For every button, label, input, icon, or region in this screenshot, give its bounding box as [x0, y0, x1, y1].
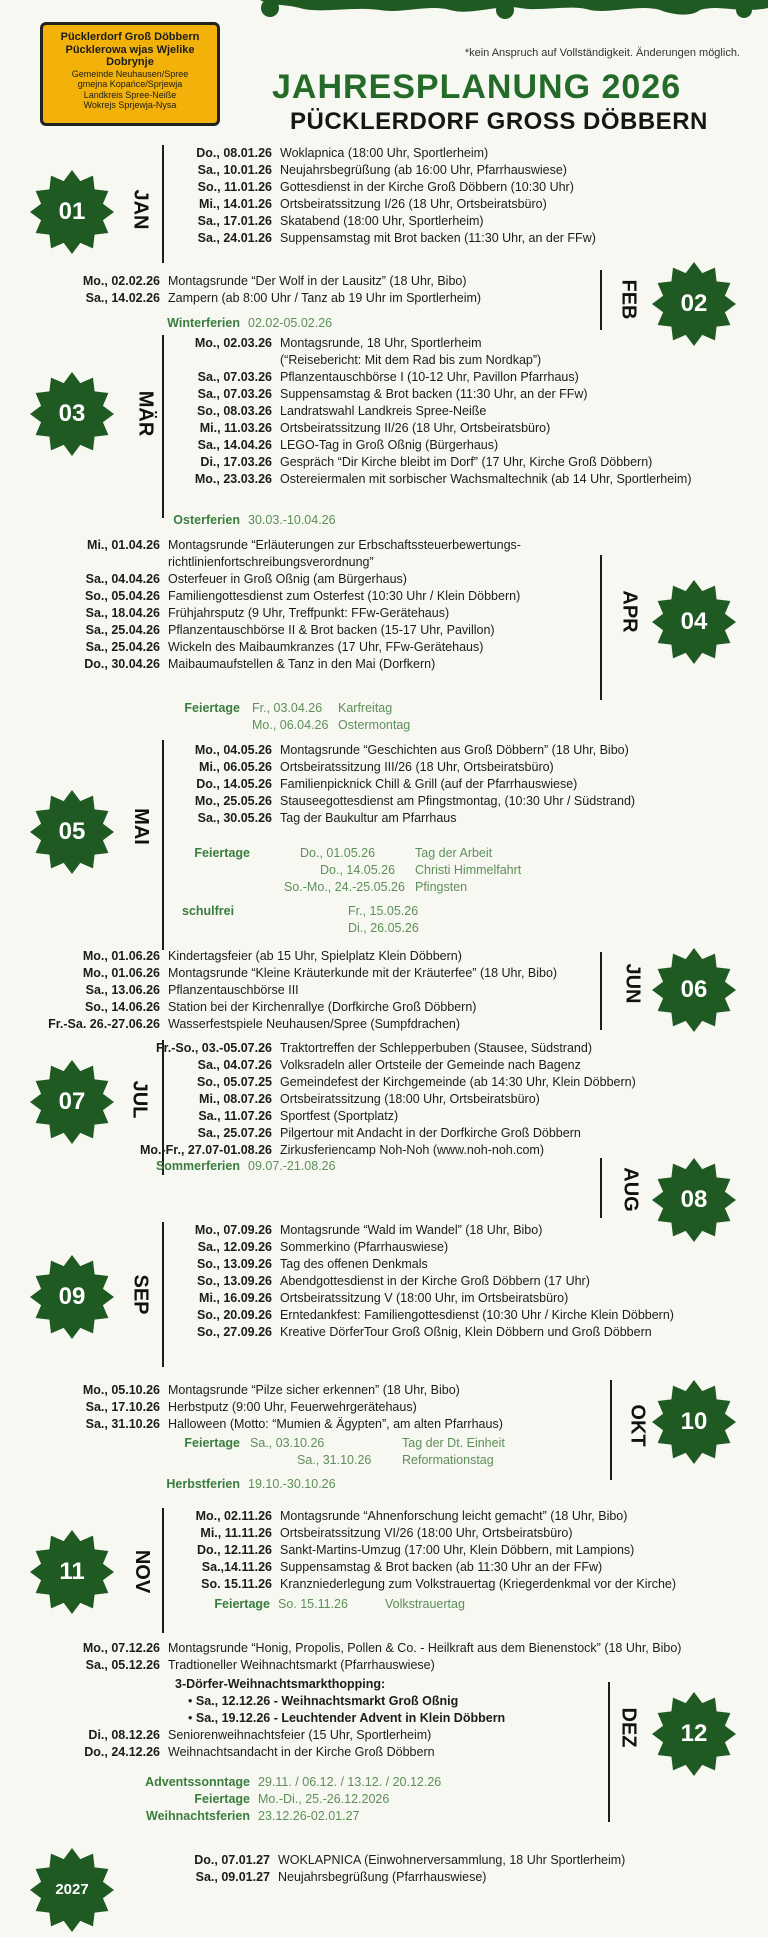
event-date: Sa., 10.01.26 — [197, 163, 272, 177]
event-row — [20, 571, 407, 588]
event-row — [95, 1108, 398, 1125]
event-title: Pflanzentauschbörse III — [168, 983, 299, 997]
event-title: Montagsrunde “Der Wolf in der Lausitz” (18 Uhr, Bibo) — [168, 274, 467, 288]
event-title: Erntedankfest: Familiengottesdienst (10:30 Uhr / Kirche Klein Döbbern) — [280, 1308, 674, 1322]
event-date: Sa., 11.07.26 — [198, 1109, 272, 1123]
event-row — [110, 793, 635, 810]
event-title: Gottesdienst in der Kirche Groß Döbbern (10:30 Uhr) — [280, 180, 574, 194]
event-title: Tag des offenen Denkmals — [280, 1257, 428, 1271]
event-row — [20, 588, 520, 605]
event-row — [20, 273, 467, 290]
month-badge — [652, 948, 736, 1032]
divider-line — [610, 1380, 612, 1480]
event-row — [20, 537, 521, 554]
badge-number: 2027 — [55, 1881, 89, 1898]
event-title: Herbstputz (9:00 Uhr, Feuerwehrgerätehaus) — [168, 1400, 417, 1414]
event-title: Sportfest (Sportplatz) — [280, 1109, 399, 1123]
event-title: Maibaumaufstellen & Tanz in den Mai (Dorfkern) — [168, 657, 436, 671]
event-row — [20, 605, 449, 622]
month-label: OKT — [626, 1404, 649, 1447]
bullet-item: • Sa., 19.12.26 - Leuchtender Advent in Klein Döbbern — [188, 1711, 506, 1725]
event-row — [110, 810, 456, 827]
event-row — [100, 1525, 573, 1542]
event-title: Station bei der Kirchenrallye (Dorfkirche Groß Döbbern) — [168, 1000, 477, 1014]
event-row — [100, 1576, 676, 1593]
event-title: Tag der Baukultur am Pfarrhaus — [280, 811, 457, 825]
event-date: Do., 12.11.26 — [196, 1543, 272, 1557]
badge-number: 07 — [58, 1088, 86, 1115]
event-date: Mo., 07.09.26 — [194, 1223, 272, 1237]
event-date: Mo., 05.10.26 — [82, 1383, 160, 1397]
badge-number: 05 — [58, 818, 86, 845]
event-row — [100, 179, 574, 196]
event-title: Tradtioneller Weihnachtsmarkt (Pfarrhauswiese) — [168, 1658, 435, 1672]
month-label: AUG — [619, 1167, 642, 1212]
event-title: Gespräch “Dir Kirche bleibt im Dorf” (17 Uhr, Kirche Groß Döbbern) — [280, 455, 653, 469]
event-title: Skatabend (18:00 Uhr, Sportlerheim) — [280, 214, 484, 228]
event-row — [20, 1399, 417, 1416]
event-title: Montagsrunde “Honig, Propolis, Pollen & Co. - Heilkraft aus dem Bienenstock” (18 Uhr, Bibo) — [168, 1641, 682, 1655]
holiday-date: Do., 14.05.26 — [320, 863, 396, 877]
event-row — [100, 352, 541, 369]
event-row — [95, 1125, 581, 1142]
event-title: Neujahrsbegrüßung (ab 16:00 Uhr, Pfarrhauswiese) — [280, 163, 567, 177]
event-row — [130, 1852, 625, 1869]
event-row — [110, 759, 554, 776]
event-title: Kreative DörferTour Groß Oßnig, Klein Döbbern und Groß Döbbern — [280, 1325, 652, 1339]
event-date: Sa., 07.03.26 — [197, 370, 272, 384]
badge-number: 02 — [680, 290, 708, 317]
event-row — [100, 454, 652, 471]
event-title: (“Reisebericht: Mit dem Rad bis zum Nordkap”) — [280, 353, 542, 367]
event-row — [100, 1324, 652, 1341]
event-date: Di., 17.03.26 — [200, 455, 272, 469]
event-date: Sa., 09.01.27 — [195, 1870, 270, 1884]
event-title: Wasserfestspiele Neuhausen/Spree (Sumpfdrachen) — [168, 1017, 461, 1031]
event-date: Mo., 07.12.26 — [82, 1641, 160, 1655]
event-date: Mi., 16.09.26 — [199, 1291, 272, 1305]
divider-line — [600, 1158, 602, 1218]
event-date: Di., 08.12.26 — [88, 1728, 160, 1742]
event-row — [100, 1239, 448, 1256]
event-date: So., 05.04.26 — [84, 589, 160, 603]
event-title: Zampern (ab 8:00 Uhr / Tanz ab 19 Uhr im Sportlerheim) — [168, 291, 482, 305]
sign-line: Pücklerowa wjas Wjelike Dobrynje — [65, 43, 195, 69]
sign-line: Landkreis Spree-Neiße — [83, 89, 177, 100]
info-row — [180, 845, 375, 862]
event-title: Montagsrunde “Ahnenforschung leicht gemacht” (18 Uhr, Bibo) — [280, 1509, 628, 1523]
month-label: FEB — [617, 279, 640, 320]
holiday-name: Christi Himmelfahrt — [415, 863, 522, 877]
event-title: Gemeindefest der Kirchgemeinde (ab 14:30 Uhr, Klein Döbbern) — [280, 1075, 636, 1089]
event-title: Kranzniederlegung zum Volkstrauertag (Kriegerdenkmal vor der Kirche) — [280, 1577, 677, 1591]
event-row — [100, 1307, 674, 1324]
event-row — [95, 1040, 592, 1057]
event-title: Neujahrsbegrüßung (Pfarrhauswiese) — [278, 1870, 487, 1884]
event-date: Mi., 11.11.26 — [200, 1526, 272, 1540]
weihnachtsmarkt-head: 3-Dörfer-Weihnachtsmarkthopping: — [175, 1677, 386, 1691]
info-label: Feiertage — [184, 1436, 240, 1450]
info-value: 02.02-05.02.26 — [248, 316, 333, 330]
event-title: Halloween (Motto: “Mumien & Ägypten”, am alten Pfarrhaus) — [168, 1417, 503, 1431]
event-date: Sa., 25.07.26 — [197, 1126, 272, 1140]
event-row — [100, 437, 498, 454]
event-row — [100, 1542, 634, 1559]
event-date: Do., 08.01.26 — [196, 146, 272, 160]
event-date: Sa., 04.07.26 — [197, 1058, 272, 1072]
event-title: Pilgertour mit Andacht in der Dorfkirche Groß Döbbern — [280, 1126, 581, 1140]
event-date: Mo., 01.06.26 — [82, 949, 160, 963]
event-row — [100, 145, 488, 162]
event-date: Sa., 05.12.26 — [85, 1658, 160, 1672]
month-label: JAN — [129, 189, 152, 230]
event-row — [100, 196, 547, 213]
info-value: 09.07.-21.08.26 — [248, 1159, 336, 1173]
event-title: Wickeln des Maibaumkranzes (17 Uhr, FFw-Gerätehaus) — [168, 640, 484, 654]
badge-number: 11 — [59, 1558, 85, 1585]
event-row — [20, 1744, 435, 1761]
event-date: Sa., 25.04.26 — [85, 623, 160, 637]
event-title: Ortsbeiratssitzung I/26 (18 Uhr, Ortsbeiratsbüro) — [280, 197, 547, 211]
event-title: Montagsrunde, 18 Uhr, Sportlerheim — [280, 336, 482, 350]
event-row — [110, 776, 577, 793]
event-date: Mo., 01.06.26 — [82, 966, 160, 980]
event-title: Montagsrunde “Pilze sicher erkennen” (18 Uhr, Bibo) — [168, 1383, 460, 1397]
info-label: Osterferien — [173, 513, 240, 527]
month-label: DEZ — [617, 1707, 640, 1748]
event-date: Mo., 04.05.26 — [194, 743, 272, 757]
month-label: NOV — [131, 1549, 154, 1594]
event-row — [100, 1222, 542, 1239]
event-title: Montagsrunde “Erläuterungen zur Erbschaftssteuerbewertungs- — [168, 538, 521, 552]
event-row — [10, 1016, 460, 1033]
event-date: Do., 30.04.26 — [84, 657, 160, 671]
event-title: Sommerkino (Pfarrhauswiese) — [280, 1240, 449, 1254]
holiday-name: Tag der Dt. Einheit — [402, 1436, 505, 1450]
info-value: Fr., 03.04.26 — [252, 701, 323, 715]
month-label: SEP — [129, 1274, 152, 1315]
event-row — [100, 1273, 590, 1290]
info-label: Herbstferien — [166, 1477, 240, 1491]
info-value: 30.03.-10.04.26 — [248, 513, 336, 527]
holiday-name: Tag der Arbeit — [415, 846, 493, 860]
event-date: Mo., 02.03.26 — [194, 336, 272, 350]
event-title: Ortsbeiratssitzung (18:00 Uhr, Ortsbeiratsbüro) — [280, 1092, 540, 1106]
info-row — [130, 1158, 336, 1175]
month-badge — [652, 1158, 736, 1242]
event-title: richtlinienfortschreibungsverordnung” — [168, 555, 374, 569]
event-row — [130, 1869, 486, 1886]
holiday-date: So.-Mo., 24.-25.05.26 — [284, 880, 405, 894]
event-date: Mi., 06.05.26 — [199, 760, 272, 774]
event-row — [20, 1727, 431, 1744]
event-date: Fr.-Sa. 26.-27.06.26 — [48, 1017, 160, 1031]
info-row — [130, 1596, 348, 1613]
info-row — [130, 1435, 324, 1452]
holiday-name: Ostermontag — [338, 718, 411, 732]
month-badge — [652, 262, 736, 346]
info-row — [130, 315, 332, 332]
event-date: So., 05.07.25 — [196, 1075, 272, 1089]
event-row — [20, 1416, 503, 1433]
event-date: So., 11.01.26 — [197, 180, 272, 194]
event-row — [10, 965, 557, 982]
event-title: Pflanzentauschbörse I (10-12 Uhr, Pavillon Pfarrhaus) — [280, 370, 579, 384]
badge-number: 04 — [680, 608, 708, 635]
event-date: Do., 24.12.26 — [84, 1745, 160, 1759]
event-date: Mo.-Fr., 27.07-01.08.26 — [139, 1143, 272, 1157]
event-title: LEGO-Tag in Groß Oßnig (Bürgerhaus) — [280, 438, 499, 452]
badge-number: 10 — [680, 1408, 708, 1435]
month-label: APR — [618, 590, 641, 633]
event-date: Mi., 11.03.26 — [199, 421, 272, 435]
divider-line — [600, 270, 602, 330]
event-row — [95, 1142, 544, 1159]
event-row — [110, 742, 629, 759]
event-title: WOKLAPNICA (Einwohnerversammlung, 18 Uhr Sportlerheim) — [278, 1853, 626, 1867]
event-title: Ortsbeiratssitzung VI/26 (18:00 Uhr, Ortsbeiratsbüro) — [280, 1526, 573, 1540]
info-row — [170, 717, 328, 734]
event-row — [100, 1290, 568, 1307]
event-row — [20, 290, 481, 307]
badge-number: 08 — [680, 1186, 708, 1213]
event-date: Mo., 25.05.26 — [194, 794, 272, 808]
sign-line: Gemeinde Neuhausen/Spree — [71, 68, 189, 79]
info-row — [100, 1774, 441, 1791]
event-date: Sa., 04.04.26 — [85, 572, 160, 586]
event-date: Sa., 24.01.26 — [197, 231, 272, 245]
event-date: So. 15.11.26 — [201, 1577, 272, 1591]
event-date: Sa., 13.06.26 — [85, 983, 160, 997]
event-row — [95, 1057, 581, 1074]
event-date: Do., 14.05.26 — [196, 777, 272, 791]
event-date: Mo., 02.11.26 — [195, 1509, 272, 1523]
event-date: Mi., 14.01.26 — [199, 197, 272, 211]
event-date: Sa., 12.09.26 — [197, 1240, 272, 1254]
event-row — [100, 1256, 428, 1273]
event-date: Mo., 23.03.26 — [194, 472, 272, 486]
event-title: Zirkusferiencamp Noh-Noh (www.noh-noh.com) — [280, 1143, 544, 1157]
event-row — [100, 1559, 602, 1576]
month-label: JUL — [128, 1080, 151, 1119]
event-title: Volksradeln aller Ortsteile der Gemeinde nach Bagenz — [280, 1058, 581, 1072]
event-row — [100, 230, 596, 247]
info-label: Feiertage — [184, 701, 240, 715]
event-row — [10, 948, 462, 965]
month-badge — [652, 1692, 736, 1776]
event-date: Sa., 17.01.26 — [197, 214, 272, 228]
event-row — [20, 554, 374, 571]
event-row — [20, 1382, 460, 1399]
event-title: Woklapnica (18:00 Uhr, Sportlerheim) — [280, 146, 489, 160]
event-row — [20, 639, 483, 656]
event-title: Ostereiermalen mit sorbischer Wachsmaltechnik (ab 14 Uhr, Sportlerheim) — [280, 472, 692, 486]
divider-line — [608, 1682, 610, 1822]
event-row — [20, 1657, 435, 1674]
info-value: Mo., 06.04.26 — [252, 718, 329, 732]
info-value: Do., 01.05.26 — [300, 846, 376, 860]
event-title: Familiengottesdienst zum Osterfest (10:30 Uhr / Klein Döbbern) — [168, 589, 521, 603]
event-title: Familienpicknick Chill & Grill (auf der Pfarrhauswiese) — [280, 777, 578, 791]
holiday-name: Reformationstag — [402, 1453, 494, 1467]
info-label: Adventssonntage — [145, 1775, 250, 1789]
event-row — [100, 1508, 627, 1525]
month-badge — [652, 580, 736, 664]
info-row — [130, 512, 336, 529]
badge-number: 12 — [680, 1720, 708, 1747]
event-row — [100, 420, 550, 437]
event-row — [100, 403, 486, 420]
divider-line — [600, 952, 602, 1030]
holiday-name: Pfingsten — [415, 880, 468, 894]
event-date: Fr.-So., 03.-05.07.26 — [155, 1041, 272, 1055]
event-title: Traktortreffen der Schlepperbuben (Stausee, Südstrand) — [280, 1041, 592, 1055]
event-title: Landratswahl Landkreis Spree-Neiße — [280, 404, 487, 418]
event-date: Sa., 07.03.26 — [197, 387, 272, 401]
event-row — [100, 213, 484, 230]
event-title: Weihnachtsandacht in der Kirche Groß Döbbern — [168, 1745, 435, 1759]
event-row — [95, 1074, 636, 1091]
month-label: JUN — [621, 963, 644, 1004]
info-row — [130, 1476, 336, 1493]
event-title: Seniorenweihnachtsfeier (15 Uhr, Sportlerheim) — [168, 1728, 432, 1742]
info-label: Feiertage — [194, 846, 250, 860]
event-date: Sa., 31.10.26 — [85, 1417, 160, 1431]
event-date: Sa., 18.04.26 — [85, 606, 160, 620]
event-date: So., 20.09.26 — [196, 1308, 272, 1322]
event-date: Mo., 02.02.26 — [82, 274, 160, 288]
badge-number: 06 — [680, 976, 708, 1003]
event-title: Ortsbeiratssitzung V (18:00 Uhr, im Ortsbeiratsbüro) — [280, 1291, 569, 1305]
event-row — [20, 1640, 681, 1657]
sign-line: Wokrejs Sprjewja-Nysa — [83, 99, 177, 110]
event-date: Do., 07.01.27 — [194, 1853, 270, 1867]
info-value: So. 15.11.26 — [278, 1597, 348, 1611]
event-title: Ortsbeiratssitzung III/26 (18 Uhr, Ortsbeiratsbüro) — [280, 760, 554, 774]
holiday-date: Fr., 15.05.26 — [348, 904, 419, 918]
event-title: Ortsbeiratssitzung II/26 (18 Uhr, Ortsbeiratsbüro) — [280, 421, 551, 435]
event-date: Sa., 17.10.26 — [85, 1400, 160, 1414]
info-value: 23.12.26-02.01.27 — [258, 1809, 360, 1823]
bullet-item: • Sa., 12.12.26 - Weihnachtsmarkt Groß Oßnig — [188, 1694, 459, 1708]
info-row — [100, 1791, 389, 1808]
event-row — [95, 1091, 540, 1108]
month-label: MÄR — [134, 390, 157, 437]
event-title: Pflanzentauschbörse II & Brot backen (15-17 Uhr, Pavillon) — [168, 623, 495, 637]
info-label: Feiertage — [214, 1597, 270, 1611]
event-title: Osterfeuer in Groß Oßnig (am Bürgerhaus) — [168, 572, 407, 586]
event-date: So., 14.06.26 — [84, 1000, 160, 1014]
badge-number: 03 — [58, 400, 86, 427]
page-subtitle: PÜCKLERDORF GROSS DÖBBERN — [290, 108, 708, 135]
month-badge — [652, 1380, 736, 1464]
month-label: MAI — [129, 808, 152, 845]
holiday-name: Volkstrauertag — [385, 1597, 465, 1611]
event-row — [20, 656, 435, 673]
event-row — [20, 622, 495, 639]
month-badge — [30, 790, 114, 874]
divider-line — [600, 555, 602, 700]
event-date: Mi., 08.07.26 — [199, 1092, 272, 1106]
event-date: Mi., 01.04.26 — [87, 538, 160, 552]
page-title: JAHRESPLANUNG 2026 — [272, 68, 682, 106]
info-label: Feiertage — [194, 1792, 250, 1806]
event-title: Montagsrunde “Geschichten aus Groß Döbbern” (18 Uhr, Bibo) — [280, 743, 629, 757]
event-title: Suppensamstag & Brot backen (11:30 Uhr, an der FFw) — [280, 387, 588, 401]
info-value: 29.11. / 06.12. / 13.12. / 20.12.26 — [258, 1775, 442, 1789]
info-row — [170, 700, 322, 717]
info-value: Mo.-Di., 25.-26.12.2026 — [258, 1792, 390, 1806]
badge-number: 09 — [58, 1283, 86, 1310]
sign-line: gmejna Kopańce/Sprjewja — [77, 79, 183, 90]
event-row — [10, 999, 476, 1016]
event-title: Kindertagsfeier (ab 15 Uhr, Spielplatz Klein Döbbern) — [168, 949, 462, 963]
event-date: Sa., 30.05.26 — [197, 811, 272, 825]
sign-line: Pücklerdorf Groß Döbbern — [60, 31, 200, 43]
event-date: Sa., 14.04.26 — [197, 438, 272, 452]
event-title: Frühjahrsputz (9 Uhr, Treffpunkt: FFw-Gerätehaus) — [168, 606, 450, 620]
event-title: Abendgottesdienst in der Kirche Groß Döbbern (17 Uhr) — [280, 1274, 590, 1288]
event-date: So., 13.09.26 — [196, 1274, 272, 1288]
event-title: Montagsrunde “Kleine Kräuterkunde mit der Kräuterfee” (18 Uhr, Bibo) — [168, 966, 558, 980]
info-label: Weihnachtsferien — [146, 1809, 250, 1823]
event-title: Suppensamstag mit Brot backen (11:30 Uhr, an der FFw) — [280, 231, 596, 245]
event-row — [100, 162, 567, 179]
info-row — [100, 1808, 359, 1825]
info-label: schulfrei — [182, 904, 235, 918]
town-sign — [40, 22, 220, 126]
info-value: Sa., 03.10.26 — [250, 1436, 325, 1450]
event-date: So., 08.03.26 — [196, 404, 272, 418]
holiday-date: Sa., 31.10.26 — [297, 1453, 372, 1467]
event-date: Sa., 25.04.26 — [85, 640, 160, 654]
event-title: Montagsrunde “Wald im Wandel” (18 Uhr, Bibo) — [280, 1223, 543, 1237]
event-date: Sa., 14.02.26 — [85, 291, 160, 305]
event-title: Suppensamstag & Brot backen (ab 11:30 Uhr an der FFw) — [280, 1560, 603, 1574]
badge-number: 01 — [58, 198, 86, 225]
disclaimer: *kein Anspruch auf Vollständigkeit. Änderungen möglich. — [464, 47, 740, 59]
event-row — [10, 982, 299, 999]
event-date: So., 27.09.26 — [196, 1325, 272, 1339]
event-row — [100, 386, 588, 403]
info-value: 19.10.-30.10.26 — [248, 1477, 336, 1491]
holiday-name: Karfreitag — [338, 701, 393, 715]
event-date: So., 13.09.26 — [196, 1257, 272, 1271]
info-label: Sommerferien — [155, 1159, 240, 1173]
event-title: Sankt-Martins-Umzug (17:00 Uhr, Klein Döbbern, mit Lampions) — [280, 1543, 635, 1557]
event-row — [100, 335, 482, 352]
info-label: Winterferien — [167, 316, 240, 330]
event-row — [100, 369, 579, 386]
month-badge — [30, 1848, 114, 1932]
event-title: Stauseegottesdienst am Pfingstmontag, (10:30 Uhr / Südstrand) — [280, 794, 636, 808]
event-row — [100, 471, 692, 488]
holiday-date: Di., 26.05.26 — [348, 921, 419, 935]
event-date: Sa.,14.11.26 — [201, 1560, 272, 1574]
